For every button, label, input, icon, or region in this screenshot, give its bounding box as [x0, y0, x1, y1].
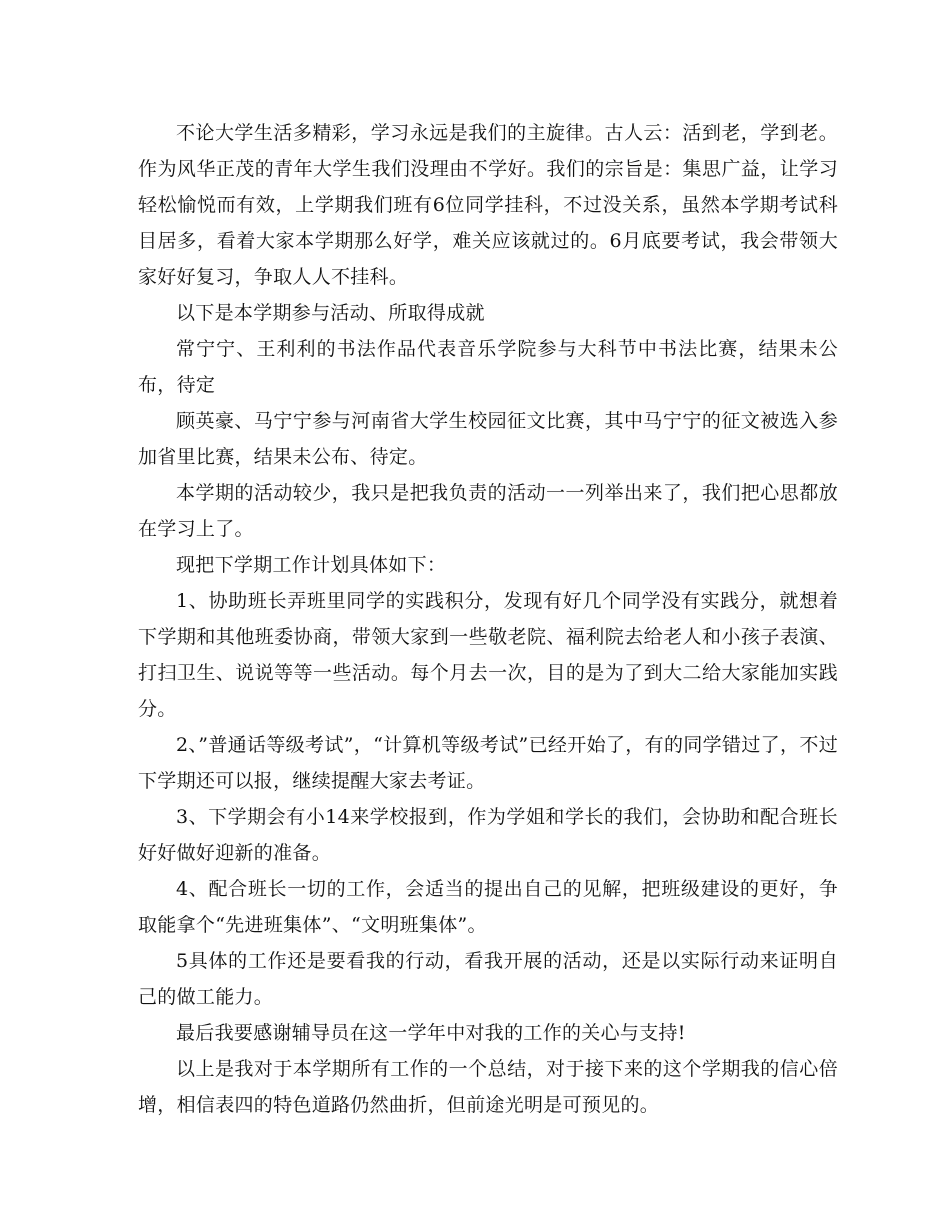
- document-body: [138, 115, 838, 1123]
- paragraph-conclusion: 以上是我对于本学期所有工作的一个总结，对于接下来的这个学期我的信心倍增，相信表四的特色道路仍然曲折，但前途光明是可预见的。: [138, 1058, 838, 1116]
- paragraph-activities: 本学期的活动较少，我只是把我负责的活动一一列举出来了，我们把心思都放在学习上了。: [138, 482, 838, 540]
- paragraph-plan-item-1: 1、协助班长弄班里同学的实践积分，发现有好几个同学没有实践分，就想着下学期和其他班委协商，带领大家到一些敬老院、福利院去给老人和小孩子表演、打扫卫生、说说等等一些活动。每个月去一次，目的是为了到大二给大家能加实践分。: [138, 590, 838, 720]
- paragraph-plan-item-3: 3、下学期会有小14来学校报到，作为学姐和学长的我们，会协助和配合班长好好做好迎新的准备。: [138, 806, 838, 864]
- paragraph-achievements-heading: 以下是本学期参与活动、所取得成就: [176, 302, 485, 324]
- paragraph-plan-item-2: 2、”普通话等级考试”，“计算机等级考试”已经开始了，有的同学错过了，不过下学期还可以报，继续提醒大家去考证。: [138, 734, 838, 792]
- paragraph-thanks: 最后我要感谢辅导员在这一学年中对我的工作的关心与支持!: [176, 1022, 686, 1044]
- paragraph-plan-heading: 现把下学期工作计划具体如下：: [176, 554, 447, 576]
- paragraph-plan-item-5: 5具体的工作还是要看我的行动，看我开展的活动，还是以实际行动来证明自己的做工能力。: [138, 950, 838, 1008]
- paragraph-intro: 不论大学生活多精彩，学习永远是我们的主旋律。古人云：活到老，学到老。作为风华正茂的青年大学生我们没理由不学好。我们的宗旨是：集思广益，让学习轻松愉悦而有效，上学期我们班有6位同学挂科，不过没关系，虽然本学期考试科目居多，看着大家本学期那么好学，难关应该就过的。6月底要考试，我会带领大家好好复习，争取人人不挂科。: [138, 122, 838, 288]
- paragraph-essay-contest: 顾英豪、马宁宁参与河南省大学生校园征文比赛，其中马宁宁的征文被选入参加省里比赛，结果未公布、待定。: [138, 410, 838, 468]
- paragraph-calligraphy: 常宁宁、王利利的书法作品代表音乐学院参与大科节中书法比赛，结果未公布，待定: [138, 338, 838, 396]
- paragraph-plan-item-4: 4、配合班长一切的工作，会适当的提出自己的见解，把班级建设的更好，争取能拿个“先进班集体”、“文明班集体”。: [138, 878, 838, 936]
